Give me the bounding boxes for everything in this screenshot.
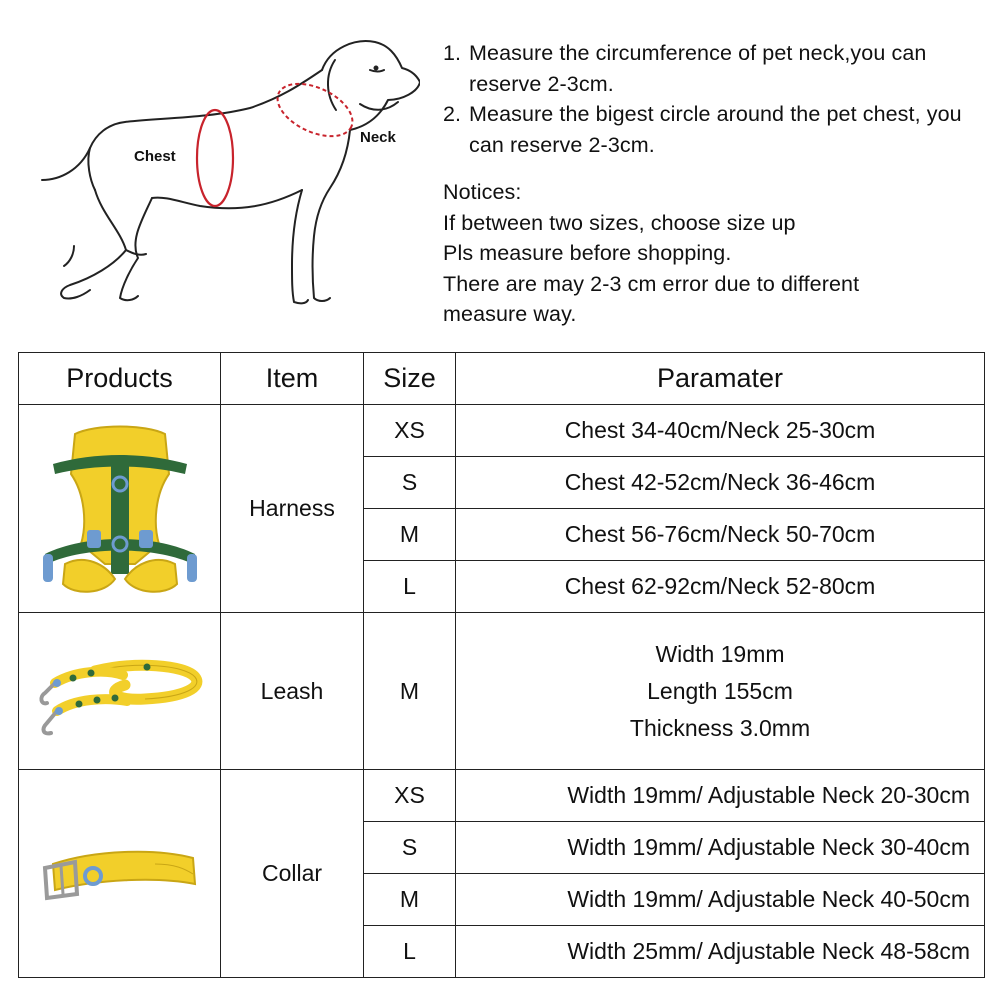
leash-size: M (364, 613, 456, 770)
harness-param-s: Chest 42-52cm/Neck 36-46cm (456, 457, 985, 509)
size-m: M (364, 874, 456, 926)
step-number: 1. (443, 41, 462, 65)
table-header-row (19, 353, 985, 405)
table-row (19, 405, 985, 457)
size-l: L (364, 561, 456, 613)
measurement-instructions (443, 38, 988, 330)
leash-image-cell (19, 613, 221, 770)
notices-title: Notices: (443, 180, 522, 204)
collar-icon (35, 824, 205, 924)
harness-image-cell (19, 405, 221, 613)
chest-label: Chest (134, 148, 176, 165)
step-text: Measure the circumference of pet neck,you can reserve 2-3cm. (469, 41, 927, 96)
collar-image-cell (19, 770, 221, 978)
notice-line: measure way. (443, 302, 577, 326)
leash-thickness: Thickness 3.0mm (629, 714, 811, 741)
step-text: Measure the bigest circle around the pet chest, you can reserve 2-3cm. (469, 102, 962, 157)
size-l: L (364, 926, 456, 978)
header-products: Products (19, 353, 221, 405)
neck-label: Neck (360, 129, 396, 146)
leash-width: Width 19mm (655, 640, 785, 667)
leash-icon (35, 641, 205, 741)
leash-params (456, 613, 985, 770)
instruction-step-2 (443, 99, 988, 160)
collar-param-m: Width 19mm/ Adjustable Neck 40-50cm (456, 874, 985, 926)
harness-param-xs: Chest 34-40cm/Neck 25-30cm (456, 405, 985, 457)
collar-param-xs: Width 19mm/ Adjustable Neck 20-30cm (456, 770, 985, 822)
leash-item: Leash (221, 613, 364, 770)
notice-line: Pls measure before shopping. (443, 241, 732, 265)
leash-length: Length 155cm (647, 677, 793, 704)
collar-param-l: Width 25mm/ Adjustable Neck 48-58cm (456, 926, 985, 978)
dog-measurement-diagram (30, 30, 420, 320)
instruction-step-1 (443, 38, 988, 99)
table-row (19, 770, 985, 822)
harness-icon (35, 414, 205, 604)
header-parameter: Paramater (456, 353, 985, 405)
notice-line: There are may 2-3 cm error due to different (443, 271, 860, 296)
size-xs: XS (364, 405, 456, 457)
header-item: Item (221, 353, 364, 405)
step-number: 2. (443, 102, 462, 126)
size-s: S (364, 457, 456, 509)
collar-param-s: Width 19mm/ Adjustable Neck 30-40cm (456, 822, 985, 874)
notice-line: If between two sizes, choose size up (443, 210, 796, 235)
size-xs: XS (364, 770, 456, 822)
size-s: S (364, 822, 456, 874)
harness-param-m: Chest 56-76cm/Neck 50-70cm (456, 509, 985, 561)
size-m: M (364, 509, 456, 561)
harness-item: Harness (221, 405, 364, 613)
collar-item: Collar (221, 770, 364, 978)
notices (443, 177, 988, 330)
size-table (18, 352, 985, 978)
table-row (19, 613, 985, 770)
header-size: Size (364, 353, 456, 405)
harness-param-l: Chest 62-92cm/Neck 52-80cm (456, 561, 985, 613)
